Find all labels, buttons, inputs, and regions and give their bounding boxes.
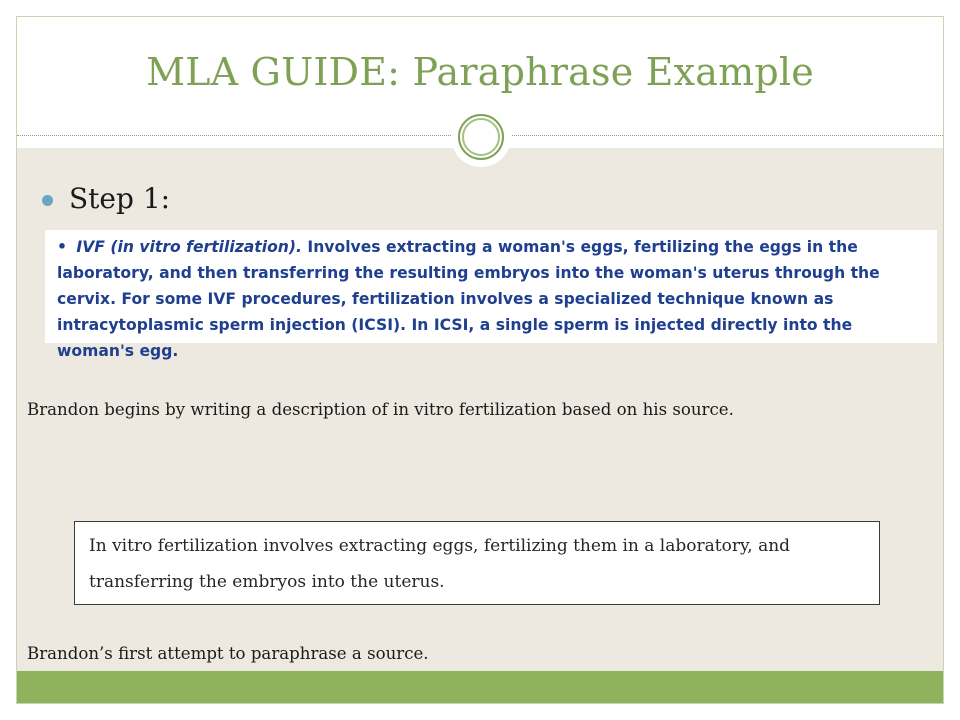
circle-ornament-inner-ring bbox=[462, 118, 500, 156]
footer-band bbox=[17, 671, 943, 703]
source-body: Involves extracting a woman's eggs, fertilizing the eggs in the laboratory, and then transferring the resulting embryos into the woman's uterus through the cervix. For some IVF procedures, fertilization involves a specialized technique known as intracytoplasmic sperm injection (ICSI). In ICSI, a single sperm is injected directly into the woman's egg. bbox=[57, 238, 880, 360]
circle-ornament-icon bbox=[451, 107, 511, 167]
source-excerpt-image bbox=[45, 230, 937, 360]
caption-description: Brandon begins by writing a description of in vitro fertilization based on his source. bbox=[27, 400, 734, 419]
slide-title: MLA GUIDE: Paraphrase Example bbox=[146, 50, 814, 94]
slide bbox=[16, 16, 944, 704]
bullet-dot-icon bbox=[42, 195, 53, 206]
bullet-text: Step 1: bbox=[69, 182, 171, 215]
caption-first-attempt: Brandon’s first attempt to paraphrase a source. bbox=[27, 644, 429, 663]
paraphrase-excerpt-image: In vitro fertilization involves extracting eggs, fertilizing them in a laboratory, and transferring the embryos into the uterus. bbox=[74, 521, 880, 605]
source-term: IVF (in vitro fertilization). bbox=[76, 238, 302, 256]
source-bullet-mark: • bbox=[57, 238, 67, 256]
